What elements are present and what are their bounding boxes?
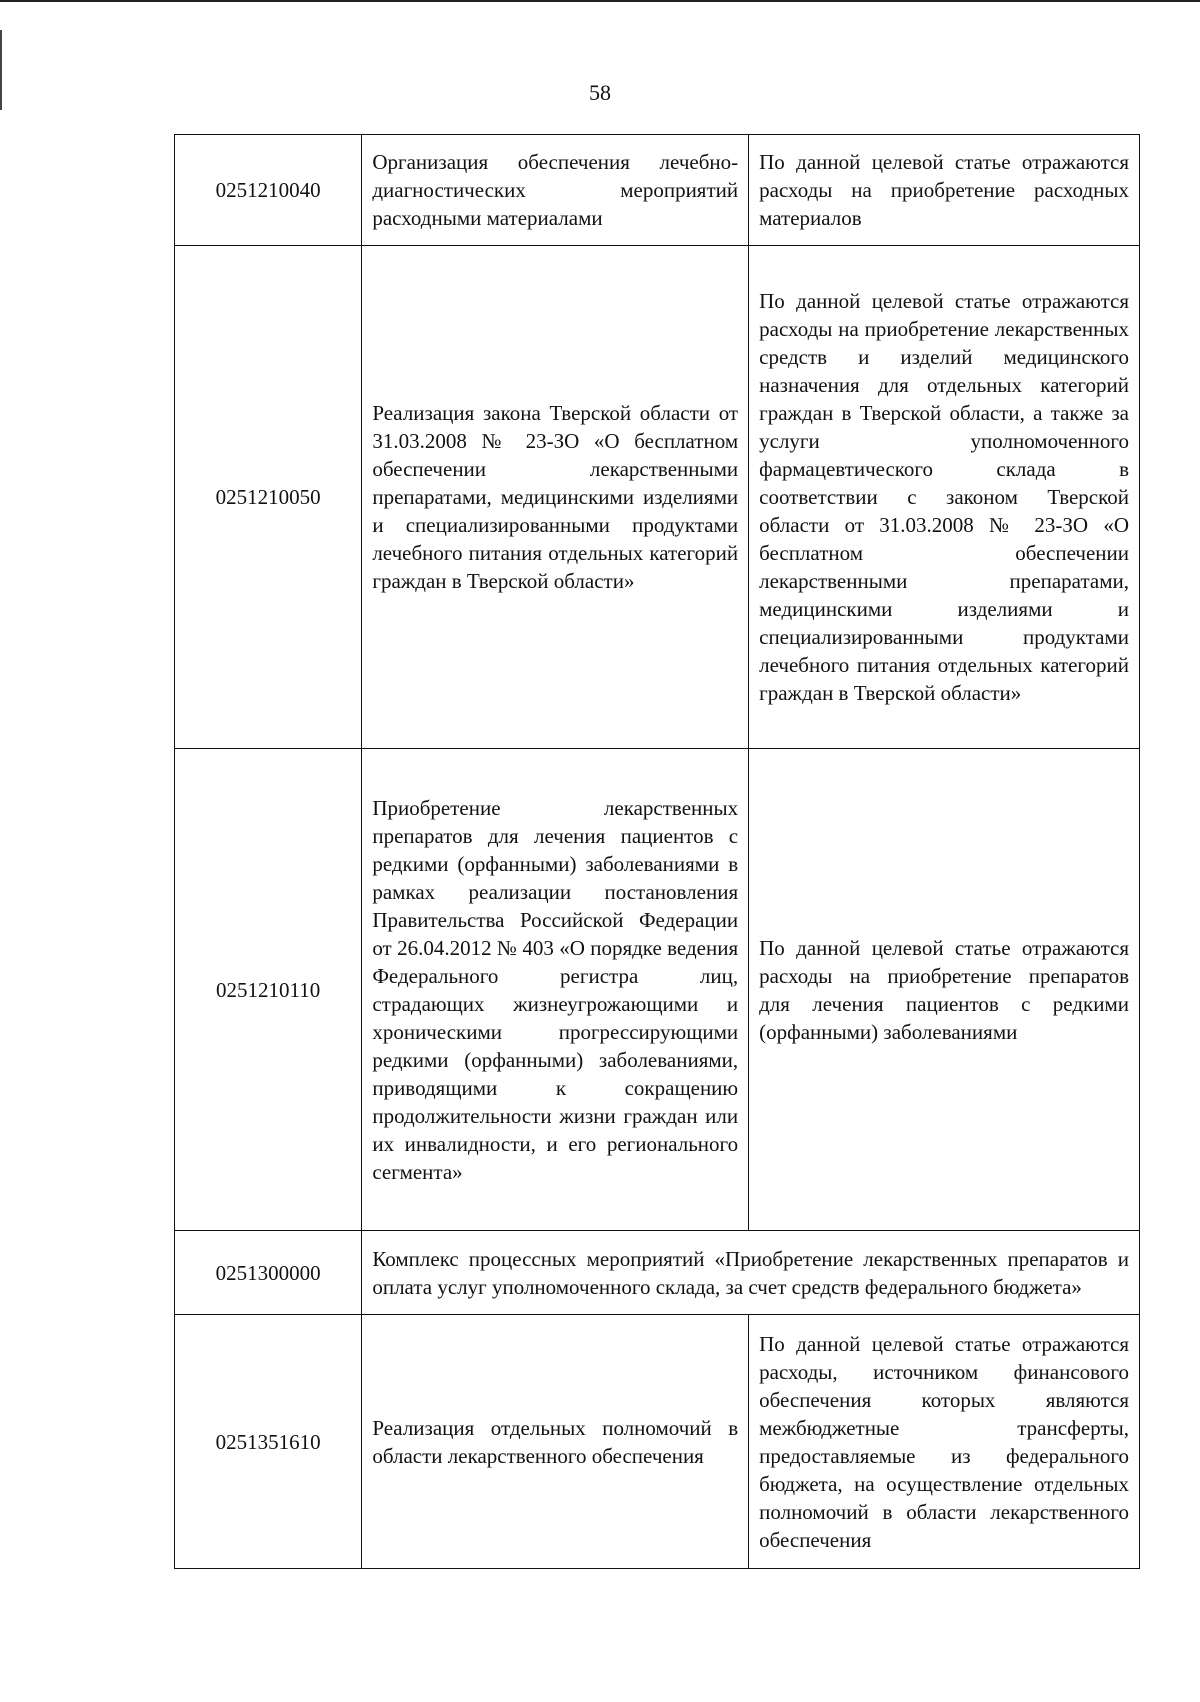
description-cell: По данной целевой статье отражаются расходы на приобретение препаратов для лечения пациентов с редкими (орфанными) заболеваниями (749, 749, 1140, 1231)
name-cell: Организация обеспечения лечебно-диагностических мероприятий расходными материалами (362, 135, 749, 246)
code-cell: 0251210050 (175, 246, 362, 749)
budget-classification-table (174, 134, 1140, 1569)
scan-edge-top (0, 0, 1200, 2)
description-cell: По данной целевой статье отражаются расходы на приобретение лекарственных средств и изделий медицинского назначения для отдельных категорий граждан в Тверской области, а также за услуги уполномоченного фармацевтического склада в соответствии с законом Тверской области от 31.03.2008 № 23-ЗО «О бесплатном обеспечении лекарственными препаратами, медицинскими изделиями и специализированными продуктами лечебного питания отдельных категорий граждан в Тверской области» (749, 246, 1140, 749)
description-cell: По данной целевой статье отражаются расходы, источником финансового обеспечения которых являются межбюджетные трансферты, предоставляемые из федерального бюджета, на осуществление отдельных полномочий в области лекарственного обеспечения (749, 1315, 1140, 1569)
code-cell: 0251210110 (175, 749, 362, 1231)
table-row (175, 1231, 1140, 1315)
code-cell: 0251351610 (175, 1315, 362, 1569)
name-cell: Приобретение лекарственных препаратов для лечения пациентов с редкими (орфанными) заболеваниями в рамках реализации постановления Правительства Российской Федерации от 26.04.2012 № 403 «О порядке ведения Федерального регистра лиц, страдающих жизнеугрожающими и хроническими прогрессирующими редкими (орфанными) заболеваниями, приводящими к сокращению продолжительности жизни граждан или их инвалидности, и его регионального сегмента» (362, 749, 749, 1231)
code-cell: 0251300000 (175, 1231, 362, 1315)
table-row (175, 135, 1140, 246)
name-cell: Реализация отдельных полномочий в области лекарственного обеспечения (362, 1315, 749, 1569)
table-row (175, 246, 1140, 749)
table-row (175, 749, 1140, 1231)
complex-name-cell: Комплекс процессных мероприятий «Приобретение лекарственных препаратов и оплата услуг уполномоченного склада, за счет средств федерального бюджета» (362, 1231, 1140, 1315)
name-cell: Реализация закона Тверской области от 31.03.2008 № 23-ЗО «О бесплатном обеспечении лекарственными препаратами, медицинскими изделиями и специализированными продуктами лечебного питания отдельных категорий граждан в Тверской области» (362, 246, 749, 749)
description-cell: По данной целевой статье отражаются расходы на приобретение расходных материалов (749, 135, 1140, 246)
page-number: 58 (589, 80, 611, 105)
table-row (175, 1315, 1140, 1569)
code-cell: 0251210040 (175, 135, 362, 246)
